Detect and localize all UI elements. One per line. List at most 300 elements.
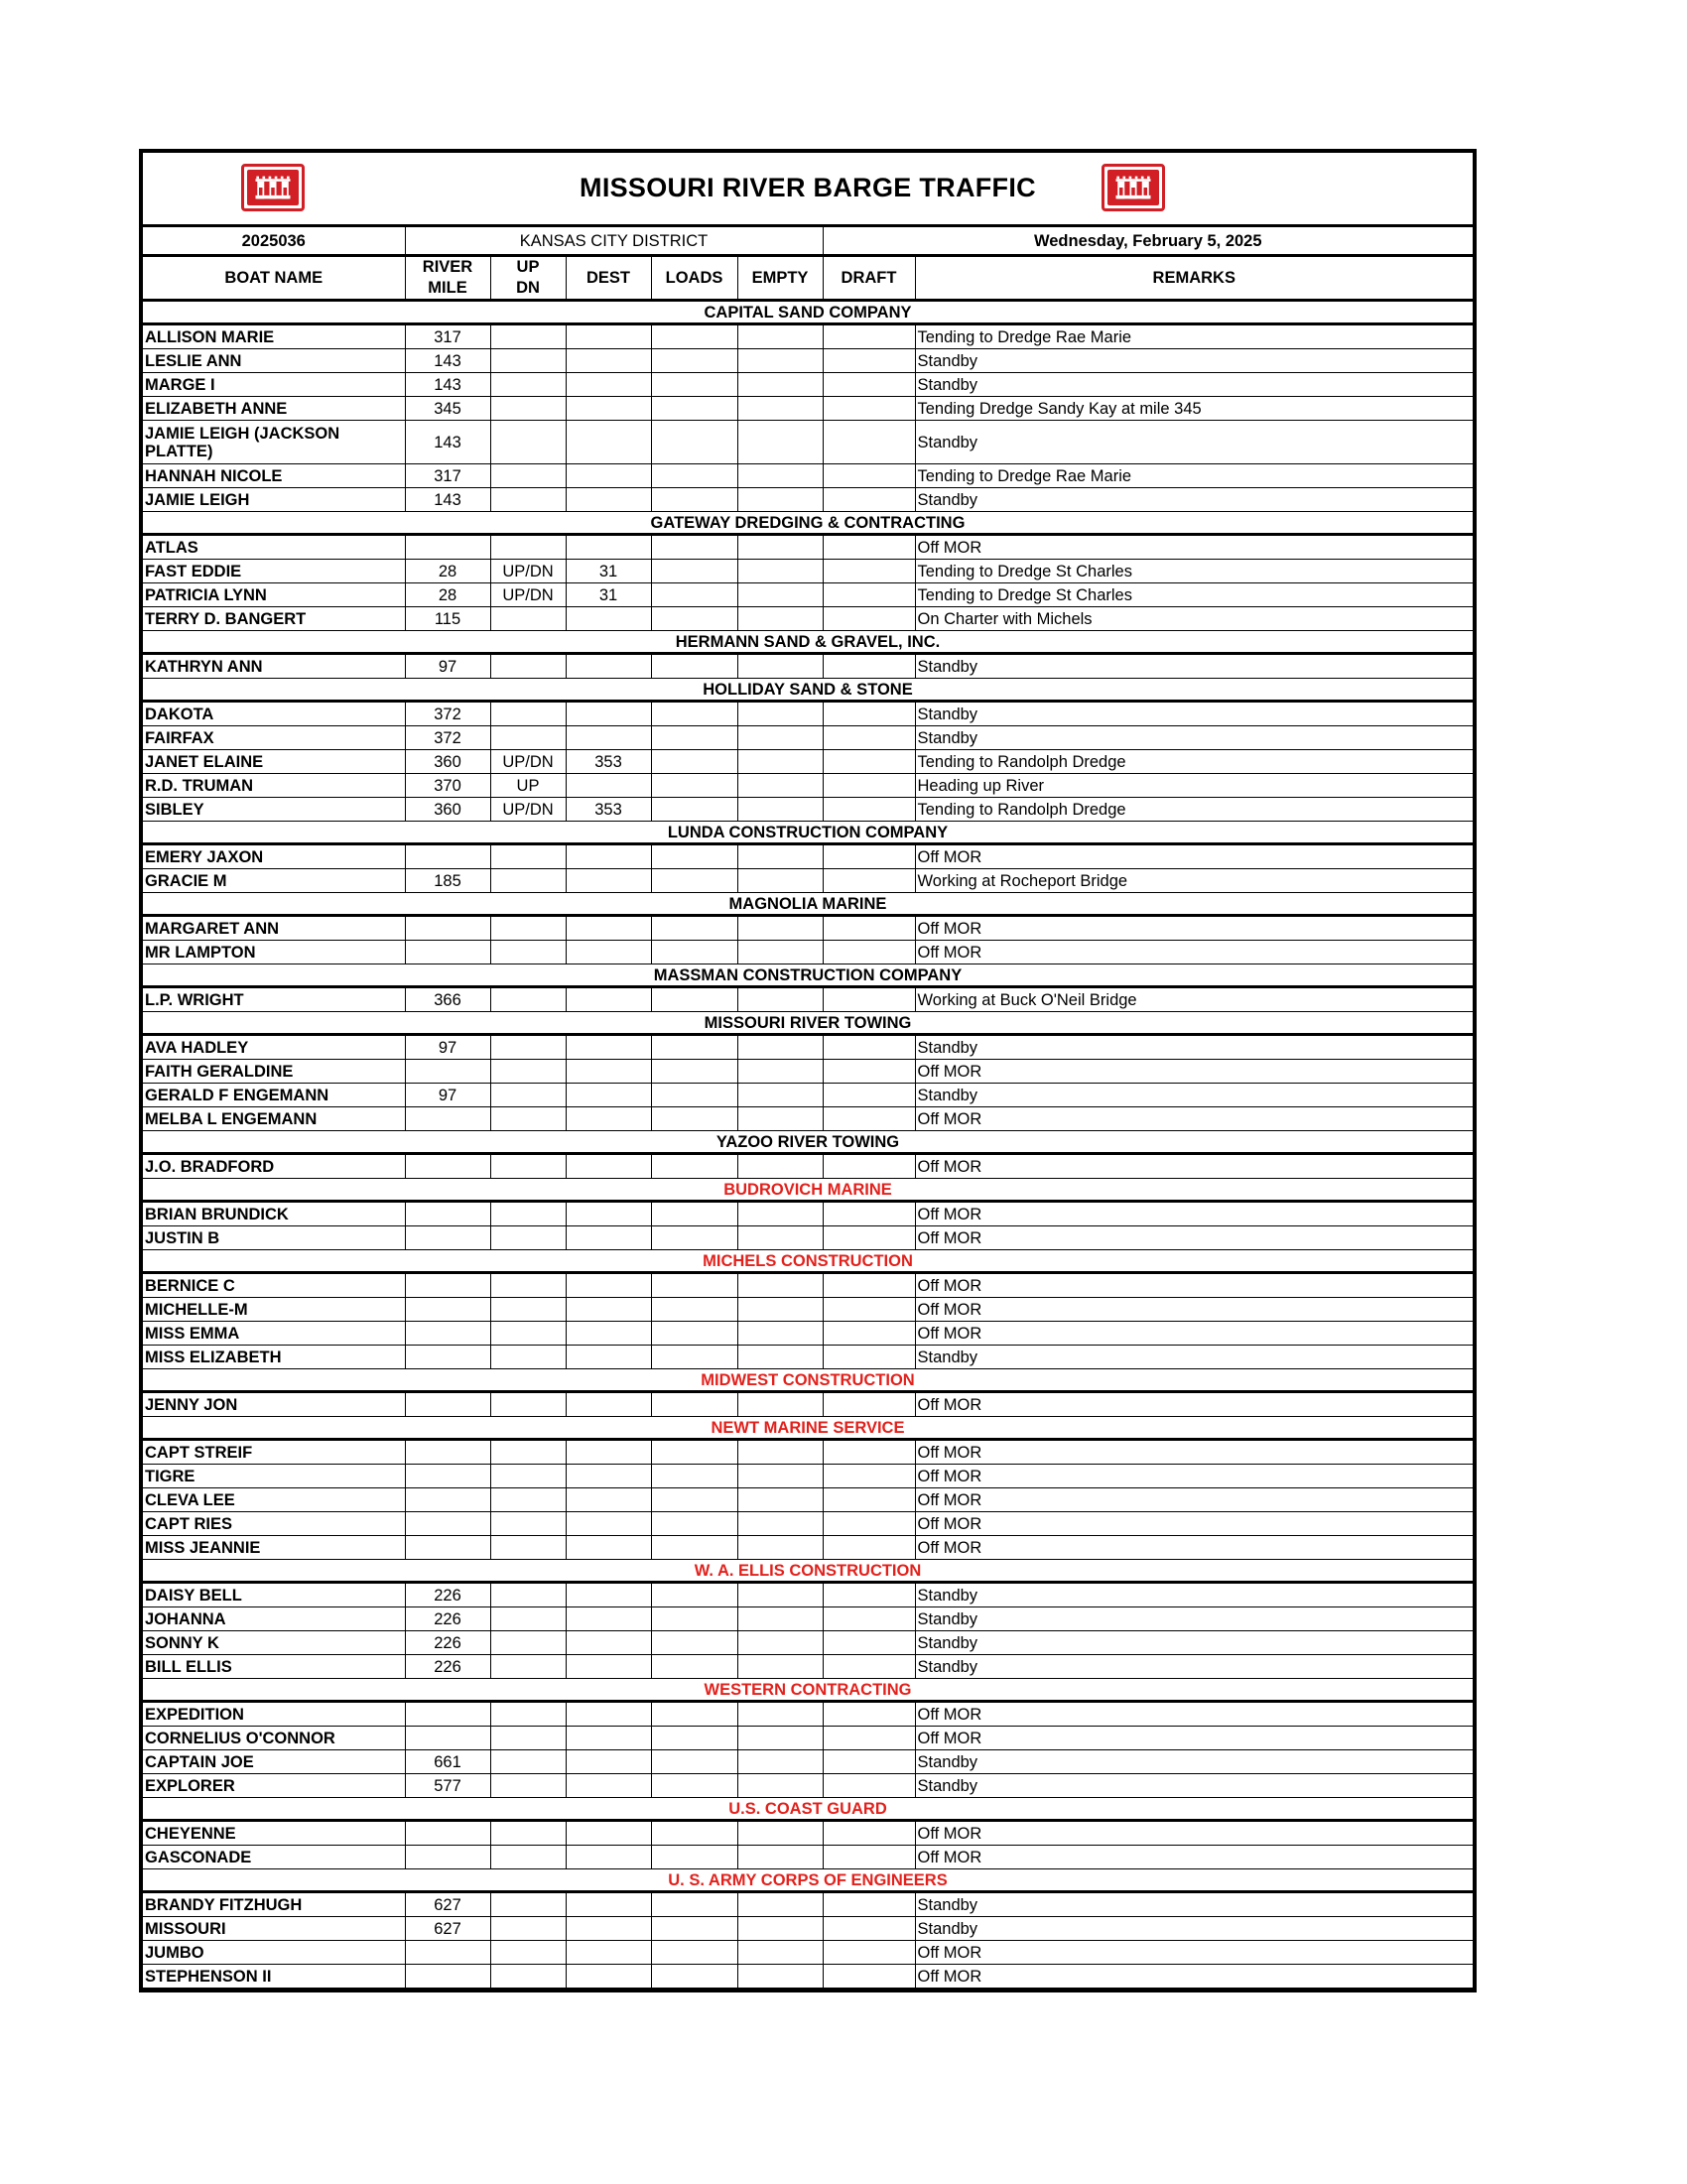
remarks: Standby: [915, 1084, 1473, 1107]
remarks: Tending Dredge Sandy Kay at mile 345: [915, 397, 1473, 421]
loads: [651, 1226, 737, 1250]
remarks: Tending to Randolph Dredge: [915, 750, 1473, 774]
empty: [737, 1536, 823, 1560]
dest: [566, 1465, 651, 1488]
table-row: [143, 1892, 1473, 1917]
dest: [566, 1202, 651, 1226]
remarks: Off MOR: [915, 1965, 1473, 1989]
barge-traffic-report: [139, 149, 1477, 1992]
col-up-dn: UP DN: [490, 256, 566, 301]
loads: [651, 1727, 737, 1750]
dest: [566, 1226, 651, 1250]
up-dn: [490, 726, 566, 750]
boat-name: CORNELIUS O'CONNOR: [143, 1727, 405, 1750]
river-mile: [405, 1512, 490, 1536]
dest: [566, 1892, 651, 1917]
empty: [737, 916, 823, 941]
up-dn: UP/DN: [490, 798, 566, 822]
col-loads: LOADS: [651, 256, 737, 301]
remarks: Off MOR: [915, 1727, 1473, 1750]
boat-name: ALLISON MARIE: [143, 324, 405, 349]
up-dn: [490, 1226, 566, 1250]
boat-name: EMERY JAXON: [143, 844, 405, 869]
river-mile: 345: [405, 397, 490, 421]
up-dn: [490, 1631, 566, 1655]
loads: [651, 987, 737, 1012]
up-dn: [490, 373, 566, 397]
company-header: [143, 822, 1473, 844]
remarks: Off MOR: [915, 1941, 1473, 1965]
dest: [566, 1727, 651, 1750]
col-river-mile: RIVER MILE: [405, 256, 490, 301]
river-mile: 226: [405, 1607, 490, 1631]
table-row: [143, 1655, 1473, 1679]
company-name: YAZOO RIVER TOWING: [143, 1131, 1473, 1154]
remarks: Tending to Dredge Rae Marie: [915, 324, 1473, 349]
up-dn: [490, 1607, 566, 1631]
boat-name: MISS EMMA: [143, 1322, 405, 1346]
up-dn: [490, 1583, 566, 1607]
empty: [737, 1702, 823, 1727]
river-mile: 143: [405, 349, 490, 373]
boat-name: DAKOTA: [143, 702, 405, 726]
river-mile: 366: [405, 987, 490, 1012]
draft: [823, 1774, 915, 1798]
up-dn: [490, 987, 566, 1012]
empty: [737, 1607, 823, 1631]
draft: [823, 1607, 915, 1631]
boat-name: TIGRE: [143, 1465, 405, 1488]
empty: [737, 987, 823, 1012]
draft: [823, 941, 915, 964]
draft: [823, 798, 915, 822]
boat-name: L.P. WRIGHT: [143, 987, 405, 1012]
loads: [651, 421, 737, 464]
table-row: [143, 1583, 1473, 1607]
up-dn: [490, 1941, 566, 1965]
table-row: [143, 1273, 1473, 1298]
dest: [566, 349, 651, 373]
empty: [737, 1727, 823, 1750]
company-header: [143, 1560, 1473, 1583]
up-dn: [490, 607, 566, 631]
table-row: [143, 1298, 1473, 1322]
remarks: Working at Rocheport Bridge: [915, 869, 1473, 893]
empty: [737, 774, 823, 798]
boat-name: GERALD F ENGEMANN: [143, 1084, 405, 1107]
draft: [823, 987, 915, 1012]
empty: [737, 464, 823, 488]
boat-name: ATLAS: [143, 535, 405, 560]
draft: [823, 774, 915, 798]
boat-name: JUMBO: [143, 1941, 405, 1965]
dest: [566, 397, 651, 421]
remarks: On Charter with Michels: [915, 607, 1473, 631]
boat-name: HANNAH NICOLE: [143, 464, 405, 488]
table-row: [143, 421, 1473, 464]
river-mile: [405, 941, 490, 964]
draft: [823, 349, 915, 373]
draft: [823, 750, 915, 774]
remarks: Standby: [915, 1631, 1473, 1655]
draft: [823, 560, 915, 583]
district-name: KANSAS CITY DISTRICT: [405, 227, 823, 256]
loads: [651, 560, 737, 583]
draft: [823, 1035, 915, 1060]
company-name: U. S. ARMY CORPS OF ENGINEERS: [143, 1869, 1473, 1892]
boat-name: TERRY D. BANGERT: [143, 607, 405, 631]
table-row: [143, 987, 1473, 1012]
dest: [566, 869, 651, 893]
boat-name: CAPT STREIF: [143, 1440, 405, 1465]
draft: [823, 1346, 915, 1369]
boat-name: MELBA L ENGEMANN: [143, 1107, 405, 1131]
boat-name: BRANDY FITZHUGH: [143, 1892, 405, 1917]
empty: [737, 421, 823, 464]
usace-castle-logo-right: [1102, 164, 1165, 211]
boat-name: SONNY K: [143, 1631, 405, 1655]
company-name: BUDROVICH MARINE: [143, 1179, 1473, 1202]
table-row: [143, 1536, 1473, 1560]
boat-name: MICHELLE-M: [143, 1298, 405, 1322]
river-mile: [405, 1392, 490, 1417]
up-dn: [490, 1273, 566, 1298]
loads: [651, 464, 737, 488]
up-dn: UP: [490, 774, 566, 798]
empty: [737, 324, 823, 349]
up-dn: [490, 941, 566, 964]
draft: [823, 1322, 915, 1346]
loads: [651, 750, 737, 774]
dest: [566, 1702, 651, 1727]
empty: [737, 1631, 823, 1655]
dest: [566, 535, 651, 560]
empty: [737, 1965, 823, 1989]
table-row: [143, 1488, 1473, 1512]
table-row: [143, 654, 1473, 679]
dest: [566, 844, 651, 869]
company-header: [143, 1869, 1473, 1892]
table-row: [143, 844, 1473, 869]
loads: [651, 702, 737, 726]
loads: [651, 1346, 737, 1369]
draft: [823, 1583, 915, 1607]
river-mile: 360: [405, 798, 490, 822]
up-dn: [490, 1774, 566, 1798]
draft: [823, 1727, 915, 1750]
table-row: [143, 1060, 1473, 1084]
company-header: [143, 1250, 1473, 1273]
table-row: [143, 1465, 1473, 1488]
dest: [566, 1941, 651, 1965]
up-dn: [490, 464, 566, 488]
draft: [823, 1702, 915, 1727]
table-row: [143, 1226, 1473, 1250]
table-row: [143, 1322, 1473, 1346]
draft: [823, 397, 915, 421]
dest: [566, 1488, 651, 1512]
table-row: [143, 916, 1473, 941]
up-dn: [490, 1154, 566, 1179]
company-header: [143, 1679, 1473, 1702]
draft: [823, 1512, 915, 1536]
remarks: Standby: [915, 1917, 1473, 1941]
remarks: Standby: [915, 1774, 1473, 1798]
empty: [737, 1273, 823, 1298]
remarks: Standby: [915, 1750, 1473, 1774]
dest: [566, 1440, 651, 1465]
table-row: [143, 941, 1473, 964]
remarks: Standby: [915, 726, 1473, 750]
dest: [566, 702, 651, 726]
col-draft: DRAFT: [823, 256, 915, 301]
empty: [737, 583, 823, 607]
empty: [737, 1655, 823, 1679]
up-dn: [490, 421, 566, 464]
loads: [651, 583, 737, 607]
company-header: [143, 1012, 1473, 1035]
river-mile: [405, 1346, 490, 1369]
draft: [823, 869, 915, 893]
company-header: [143, 1369, 1473, 1392]
boat-name: AVA HADLEY: [143, 1035, 405, 1060]
table-row: [143, 1346, 1473, 1369]
draft: [823, 1084, 915, 1107]
castle-icon: [1104, 167, 1162, 208]
empty: [737, 798, 823, 822]
river-mile: 317: [405, 464, 490, 488]
draft: [823, 1892, 915, 1917]
river-mile: 317: [405, 324, 490, 349]
draft: [823, 324, 915, 349]
col-boat-name: BOAT NAME: [143, 256, 405, 301]
up-dn: [490, 1298, 566, 1322]
boat-name: JANET ELAINE: [143, 750, 405, 774]
dest: [566, 421, 651, 464]
draft: [823, 726, 915, 750]
col-dest: DEST: [566, 256, 651, 301]
remarks: Off MOR: [915, 1846, 1473, 1869]
empty: [737, 1154, 823, 1179]
remarks: Heading up River: [915, 774, 1473, 798]
river-mile: 28: [405, 560, 490, 583]
river-mile: 28: [405, 583, 490, 607]
empty: [737, 1298, 823, 1322]
dest: 353: [566, 750, 651, 774]
river-mile: 185: [405, 869, 490, 893]
dest: [566, 1631, 651, 1655]
boat-name: MISS ELIZABETH: [143, 1346, 405, 1369]
remarks: Tending to Dredge Rae Marie: [915, 464, 1473, 488]
title-bar: [143, 153, 1473, 227]
dest: [566, 1774, 651, 1798]
draft: [823, 373, 915, 397]
table-row: [143, 1821, 1473, 1846]
company-header: [143, 631, 1473, 654]
loads: [651, 1965, 737, 1989]
loads: [651, 1084, 737, 1107]
empty: [737, 1060, 823, 1084]
river-mile: 226: [405, 1655, 490, 1679]
loads: [651, 1488, 737, 1512]
empty: [737, 1322, 823, 1346]
draft: [823, 1298, 915, 1322]
loads: [651, 869, 737, 893]
boat-name: LESLIE ANN: [143, 349, 405, 373]
up-dn: [490, 1750, 566, 1774]
river-mile: 143: [405, 373, 490, 397]
remarks: Standby: [915, 702, 1473, 726]
draft: [823, 1941, 915, 1965]
company-name: MICHELS CONSTRUCTION: [143, 1250, 1473, 1273]
boat-name: FAIRFAX: [143, 726, 405, 750]
empty: [737, 1465, 823, 1488]
river-mile: 143: [405, 488, 490, 512]
up-dn: [490, 869, 566, 893]
remarks: Standby: [915, 1607, 1473, 1631]
up-dn: [490, 397, 566, 421]
dest: [566, 1154, 651, 1179]
remarks: Off MOR: [915, 1465, 1473, 1488]
loads: [651, 1512, 737, 1536]
company-header: [143, 964, 1473, 987]
loads: [651, 1298, 737, 1322]
company-name: MASSMAN CONSTRUCTION COMPANY: [143, 964, 1473, 987]
empty: [737, 1084, 823, 1107]
up-dn: [490, 488, 566, 512]
remarks: Off MOR: [915, 1060, 1473, 1084]
loads: [651, 844, 737, 869]
up-dn: [490, 1846, 566, 1869]
river-mile: 143: [405, 421, 490, 464]
remarks: Off MOR: [915, 535, 1473, 560]
table-row: [143, 464, 1473, 488]
river-mile: [405, 1322, 490, 1346]
river-mile: [405, 1154, 490, 1179]
remarks: Off MOR: [915, 844, 1473, 869]
loads: [651, 1846, 737, 1869]
up-dn: [490, 1035, 566, 1060]
river-mile: 115: [405, 607, 490, 631]
up-dn: UP/DN: [490, 750, 566, 774]
remarks: Off MOR: [915, 1702, 1473, 1727]
up-dn: [490, 1202, 566, 1226]
table-row: [143, 1035, 1473, 1060]
remarks: Off MOR: [915, 1512, 1473, 1536]
river-mile: [405, 1273, 490, 1298]
up-dn: [490, 1917, 566, 1941]
boat-name: JUSTIN B: [143, 1226, 405, 1250]
up-dn: [490, 1965, 566, 1989]
company-name: MIDWEST CONSTRUCTION: [143, 1369, 1473, 1392]
loads: [651, 1392, 737, 1417]
dest: 31: [566, 560, 651, 583]
table-row: [143, 1917, 1473, 1941]
boat-name: ELIZABETH ANNE: [143, 397, 405, 421]
loads: [651, 1655, 737, 1679]
up-dn: [490, 1655, 566, 1679]
up-dn: [490, 1440, 566, 1465]
dest: [566, 1512, 651, 1536]
up-dn: [490, 324, 566, 349]
table-row: [143, 1607, 1473, 1631]
loads: [651, 1154, 737, 1179]
loads: [651, 1702, 737, 1727]
remarks: Off MOR: [915, 1202, 1473, 1226]
river-mile: 372: [405, 726, 490, 750]
report-number: 2025036: [143, 227, 405, 256]
company-name: LUNDA CONSTRUCTION COMPANY: [143, 822, 1473, 844]
dest: [566, 1607, 651, 1631]
river-mile: [405, 844, 490, 869]
river-mile: [405, 1226, 490, 1250]
draft: [823, 1655, 915, 1679]
company-name: CAPITAL SAND COMPANY: [143, 301, 1473, 324]
river-mile: [405, 1298, 490, 1322]
river-mile: 226: [405, 1631, 490, 1655]
dest: [566, 1346, 651, 1369]
dest: [566, 324, 651, 349]
up-dn: [490, 1727, 566, 1750]
loads: [651, 798, 737, 822]
table-row: [143, 607, 1473, 631]
loads: [651, 1750, 737, 1774]
remarks: Standby: [915, 1892, 1473, 1917]
table-row: [143, 349, 1473, 373]
river-mile: 370: [405, 774, 490, 798]
river-mile: 661: [405, 1750, 490, 1774]
remarks: Off MOR: [915, 1298, 1473, 1322]
up-dn: [490, 535, 566, 560]
table-row: [143, 1774, 1473, 1798]
dest: [566, 1750, 651, 1774]
loads: [651, 1322, 737, 1346]
boat-name: CLEVA LEE: [143, 1488, 405, 1512]
company-header: [143, 893, 1473, 916]
boat-name: STEPHENSON II: [143, 1965, 405, 1989]
loads: [651, 1536, 737, 1560]
remarks: Off MOR: [915, 1821, 1473, 1846]
empty: [737, 1512, 823, 1536]
loads: [651, 488, 737, 512]
river-mile: 627: [405, 1892, 490, 1917]
table-row: [143, 583, 1473, 607]
table-row: [143, 1512, 1473, 1536]
remarks: Standby: [915, 421, 1473, 464]
table-row: [143, 869, 1473, 893]
dest: [566, 941, 651, 964]
empty: [737, 1107, 823, 1131]
table-row: [143, 798, 1473, 822]
dest: [566, 1322, 651, 1346]
draft: [823, 1917, 915, 1941]
dest: [566, 1583, 651, 1607]
empty: [737, 654, 823, 679]
remarks: Standby: [915, 488, 1473, 512]
dest: [566, 1536, 651, 1560]
up-dn: [490, 1084, 566, 1107]
loads: [651, 1774, 737, 1798]
table-row: [143, 726, 1473, 750]
river-mile: [405, 1702, 490, 1727]
remarks: Off MOR: [915, 916, 1473, 941]
empty: [737, 1392, 823, 1417]
table-row: [143, 1154, 1473, 1179]
draft: [823, 702, 915, 726]
boat-name: J.O. BRADFORD: [143, 1154, 405, 1179]
loads: [651, 397, 737, 421]
up-dn: [490, 1821, 566, 1846]
